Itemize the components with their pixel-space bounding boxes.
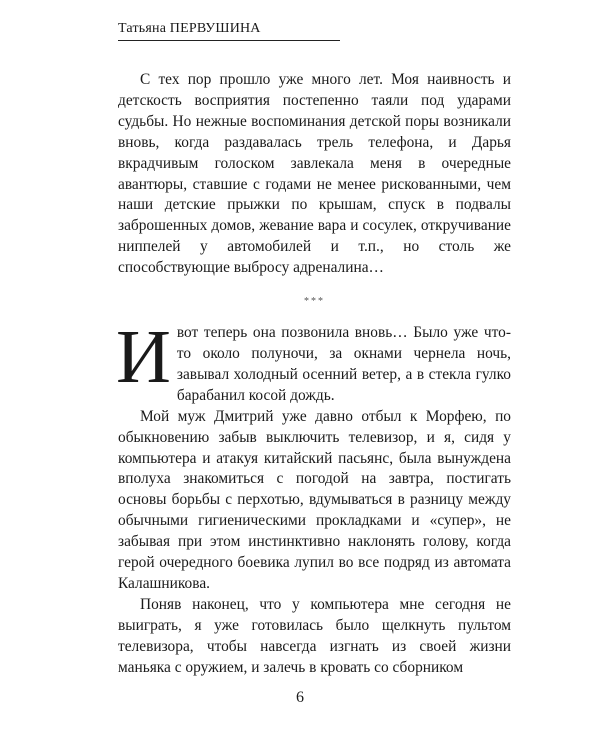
paragraph-2-text: вот теперь она позвонила вновь… Было уже что-то около полуночи, за окнами чернела ночь, завывал холодный осенний ветер, а в стекла гулко барабанил косой дождь.: [176, 324, 511, 404]
body-text: [118, 70, 511, 678]
paragraph-3: Мой муж Дмитрий уже давно отбыл к Морфею, по обыкновению забыв выключить телевизор, и я, сидя у компьютера и атакуя китайский пасьянс, была вынуждена вполуха знакомиться с погодой на завтра, постигать основы борьбы с перхотью, вдумываться в разницу между обычными гигиеническими прокладками и «супер», не забывая при этом инстинктивно наклонять голову, когда герой очередного боевика лупил во все подряд из автомата Калашникова.: [118, 407, 511, 592]
header-rule: [118, 40, 340, 41]
section-separator: ***: [304, 296, 325, 308]
drop-cap-letter: И: [116, 315, 171, 400]
paragraph-1: С тех пор прошло уже много лет. Моя наивность и детскость восприятия постепенно таяли под ударами судьбы. Но нежные воспоминания детской поры возникали вновь, когда раздавалась трель телефона, и Дарья вкрадчивым голоском завлекала меня в очередные авантюры, ставшие с годами не менее рискованными, чем наши детские прыжки по крышам, спуск в подвалы заброшенных домов, жевание вара и сосулек, откручивание ниппелей у автомобилей и т.п., но столь же способствующие выбросу адреналина…: [118, 71, 511, 277]
paragraph-2: [116, 315, 511, 407]
running-header-author: Татьяна ПЕРВУШИНА: [118, 21, 261, 36]
page-number: 6: [296, 689, 304, 706]
paragraph-4: Поняв наконец, что у компьютера мне сегодня не выиграть, я уже готовилась было щелкнуть пультом телевизора, чтобы навсегда изгнать из своей жизни маньяка с оружием, и залечь в кровать со сборником: [118, 595, 511, 676]
